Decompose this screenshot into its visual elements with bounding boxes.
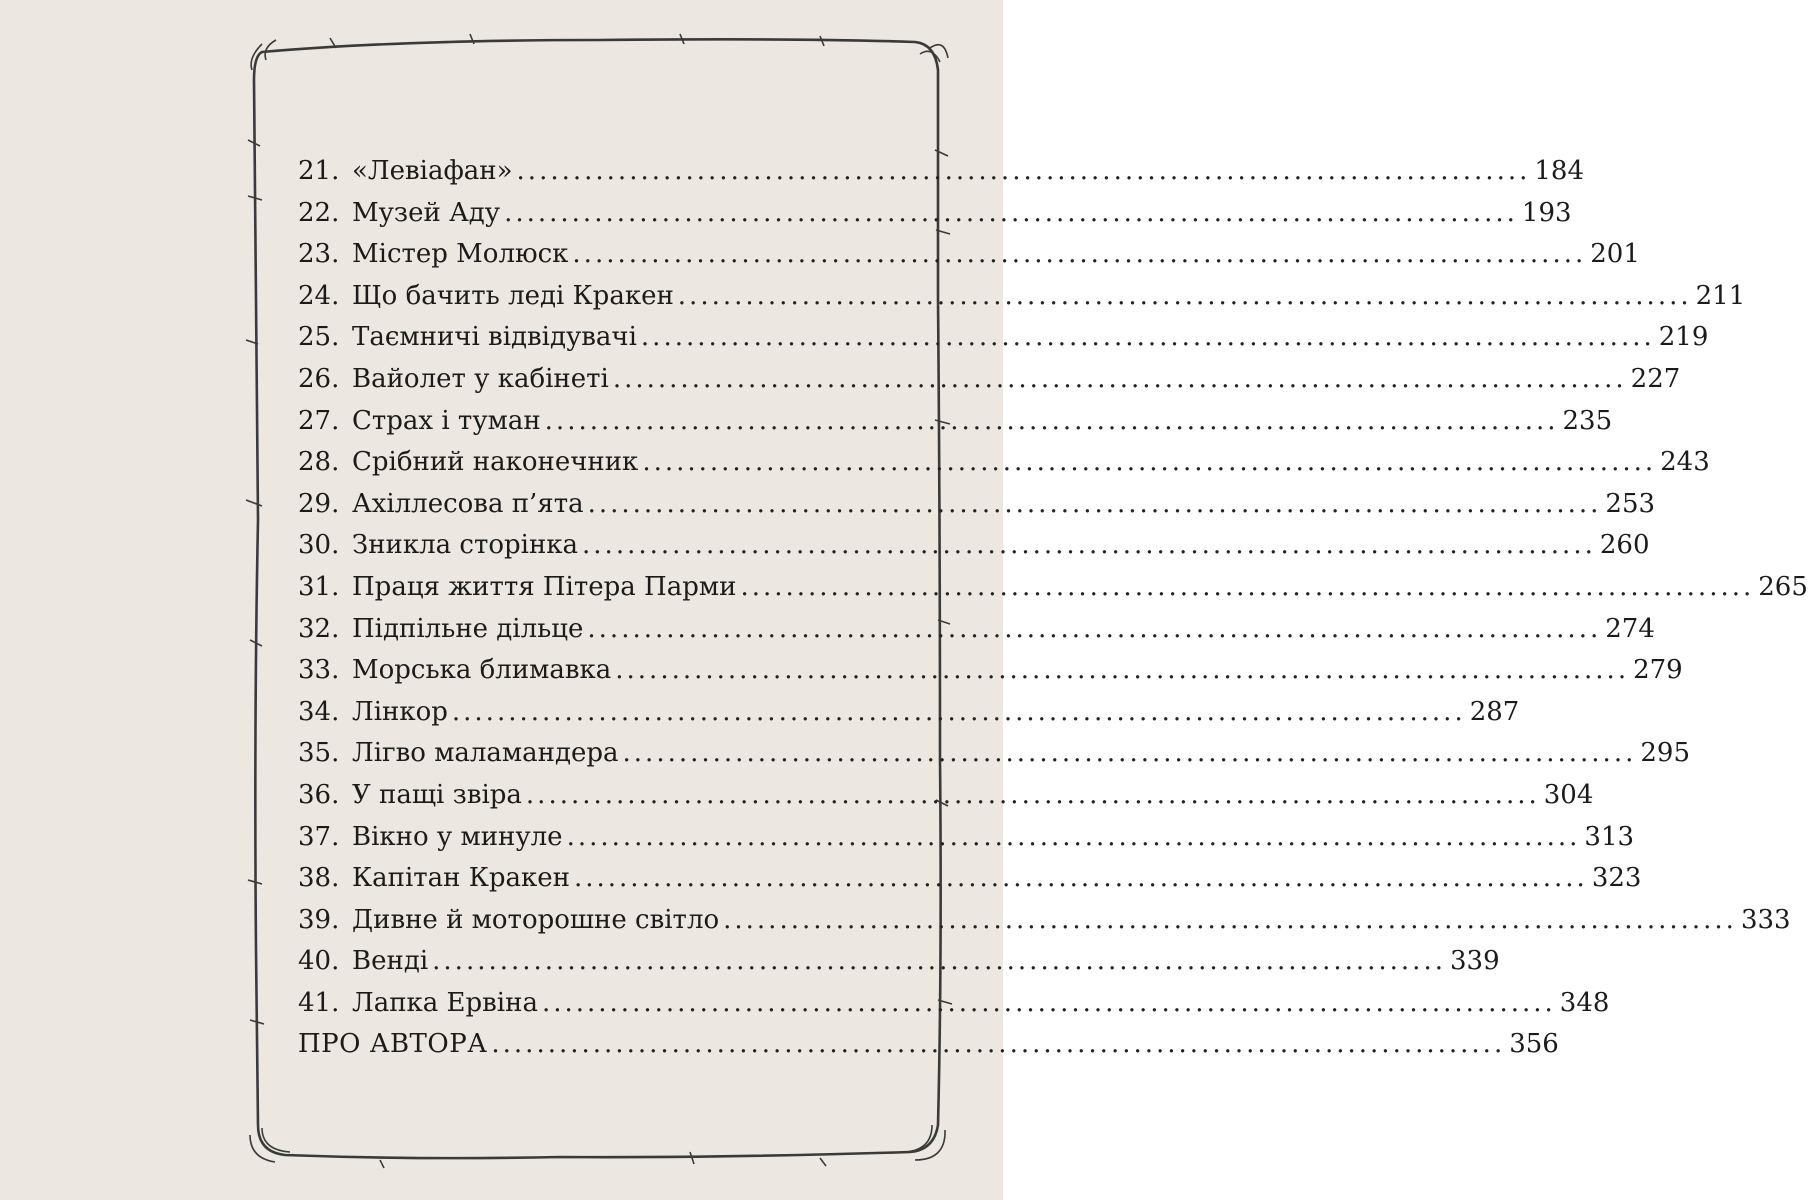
toc-entry[interactable] xyxy=(298,317,1709,359)
table-of-contents xyxy=(298,151,1808,1066)
dot-leader: .......................................................................................... xyxy=(566,821,1581,852)
chapter-number: 30. xyxy=(298,530,340,561)
page-number: 274 xyxy=(1605,613,1655,644)
toc-entry[interactable] xyxy=(298,401,1613,443)
chapter-title: Срібний наконечник xyxy=(352,447,639,478)
page-number: 260 xyxy=(1599,530,1650,561)
chapter-title: Музей Аду xyxy=(352,197,501,228)
chapter-number: 37. xyxy=(298,821,340,852)
toc-entry[interactable] xyxy=(298,276,1746,318)
chapter-number: 38. xyxy=(298,863,340,894)
chapter-number: 34. xyxy=(298,696,340,727)
chapter-title: Морська блимавка xyxy=(352,655,612,686)
chapter-number: 22. xyxy=(298,197,340,228)
page-number: 265 xyxy=(1758,571,1808,602)
toc-entry[interactable] xyxy=(298,609,1655,651)
toc-entry[interactable] xyxy=(298,151,1585,193)
page-number: 235 xyxy=(1562,405,1613,436)
chapter-title: ПРО АВТОРА xyxy=(298,1029,488,1060)
page-number: 323 xyxy=(1591,863,1642,894)
toc-entry[interactable] xyxy=(298,234,1640,276)
chapter-title: Що бачить леді Кракен xyxy=(352,280,674,311)
page-number: 219 xyxy=(1658,322,1709,353)
chapter-title: Венді xyxy=(352,946,429,977)
chapter-title: Зникла сторінка xyxy=(352,530,579,561)
chapter-number: 35. xyxy=(298,738,340,769)
toc-entry[interactable] xyxy=(298,858,1642,900)
toc-entry-about-author[interactable] xyxy=(298,1024,1559,1066)
dot-leader: .......................................................................................... xyxy=(491,1029,1506,1060)
toc-entry[interactable] xyxy=(298,900,1791,942)
toc-entry[interactable] xyxy=(298,733,1690,775)
chapter-title: Лігво маламандера xyxy=(352,738,619,769)
dot-leader: .......................................................................................... xyxy=(544,405,1559,436)
chapter-number: 21. xyxy=(298,156,340,186)
chapter-number: 31. xyxy=(298,571,340,602)
chapter-number: 24. xyxy=(298,280,340,311)
page-number: 356 xyxy=(1509,1029,1559,1060)
toc-entry[interactable] xyxy=(298,567,1808,609)
toc-entry[interactable] xyxy=(298,775,1594,817)
chapter-title: Містер Молюск xyxy=(352,239,569,270)
chapter-title: Лапка Ервіна xyxy=(352,987,538,1018)
toc-entry[interactable] xyxy=(298,983,1610,1025)
dot-leader: .......................................................................................... xyxy=(677,280,1692,311)
dot-leader: .......................................................................................... xyxy=(587,488,1602,519)
page-number: 295 xyxy=(1640,738,1690,769)
dot-leader: .......................................................................................... xyxy=(642,447,1657,478)
dot-leader: .......................................................................................... xyxy=(740,571,1755,602)
chapter-number: 27. xyxy=(298,405,340,436)
dot-leader: .......................................................................................... xyxy=(451,696,1466,727)
page-number: 348 xyxy=(1559,987,1610,1018)
chapter-number: 25. xyxy=(298,322,340,353)
dot-leader: .......................................................................................... xyxy=(504,197,1518,228)
chapter-title: Вікно у минуле xyxy=(352,821,563,852)
page-number: 227 xyxy=(1630,363,1681,394)
dot-leader: .......................................................................................... xyxy=(573,863,1588,894)
chapter-number: 40. xyxy=(298,946,340,977)
dot-leader: .......................................................................................... xyxy=(541,987,1556,1018)
chapter-title: Таємничі відвідувачі xyxy=(352,322,637,353)
chapter-title: У пащі звіра xyxy=(352,779,522,810)
dot-leader: .......................................................................................... xyxy=(587,613,1602,644)
page-number: 333 xyxy=(1740,904,1791,935)
toc-entry[interactable] xyxy=(298,817,1635,859)
dot-leader: .......................................................................................... xyxy=(525,779,1540,810)
toc-entry[interactable] xyxy=(298,442,1710,484)
page-number: 339 xyxy=(1449,946,1500,977)
chapter-title: Дивне й моторошне світло xyxy=(352,904,720,935)
toc-entry[interactable] xyxy=(298,193,1572,235)
chapter-number: 32. xyxy=(298,613,340,644)
dot-leader: .......................................................................................... xyxy=(516,156,1531,186)
chapter-number: 29. xyxy=(298,488,340,519)
toc-entry[interactable] xyxy=(298,484,1656,526)
dot-leader: .......................................................................................... xyxy=(640,322,1655,353)
chapter-title: Праця життя Пітера Парми xyxy=(352,571,737,602)
chapter-number: 36. xyxy=(298,779,340,810)
toc-entry[interactable] xyxy=(298,359,1681,401)
chapter-number: 41. xyxy=(298,987,340,1018)
chapter-title: «Левіафан» xyxy=(352,156,513,186)
page-number: 287 xyxy=(1469,696,1520,727)
chapter-title: Страх і туман xyxy=(352,405,541,436)
page-number: 243 xyxy=(1660,447,1710,478)
page-number: 211 xyxy=(1695,280,1746,311)
chapter-number: 28. xyxy=(298,447,340,478)
dot-leader: .......................................................................................... xyxy=(723,904,1737,935)
toc-entry[interactable] xyxy=(298,650,1683,692)
chapter-number: 23. xyxy=(298,239,340,270)
dot-leader: .......................................................................................... xyxy=(582,530,1596,561)
page-number: 253 xyxy=(1605,488,1656,519)
dot-leader: .......................................................................................... xyxy=(572,239,1587,270)
page-number: 201 xyxy=(1590,239,1640,270)
chapter-title: Капітан Кракен xyxy=(352,863,570,894)
chapter-title: Підпільне дільце xyxy=(352,613,584,644)
toc-entry[interactable] xyxy=(298,941,1500,983)
page-number: 184 xyxy=(1534,156,1585,186)
page-number: 279 xyxy=(1633,655,1683,686)
dot-leader: .......................................................................................... xyxy=(622,738,1637,769)
toc-entry[interactable] xyxy=(298,692,1520,734)
dot-leader: .......................................................................................... xyxy=(432,946,1446,977)
chapter-title: Ахіллесова п’ята xyxy=(352,488,584,519)
page-number: 313 xyxy=(1584,821,1635,852)
chapter-title: Вайолет у кабінеті xyxy=(352,363,609,394)
toc-entry[interactable] xyxy=(298,525,1650,567)
chapter-number: 33. xyxy=(298,655,340,686)
dot-leader: .......................................................................................... xyxy=(615,655,1630,686)
chapter-number: 39. xyxy=(298,904,340,935)
dot-leader: .......................................................................................... xyxy=(612,363,1627,394)
page-number: 304 xyxy=(1543,779,1594,810)
chapter-number: 26. xyxy=(298,363,340,394)
chapter-title: Лінкор xyxy=(352,696,448,727)
page-number: 193 xyxy=(1521,197,1572,228)
